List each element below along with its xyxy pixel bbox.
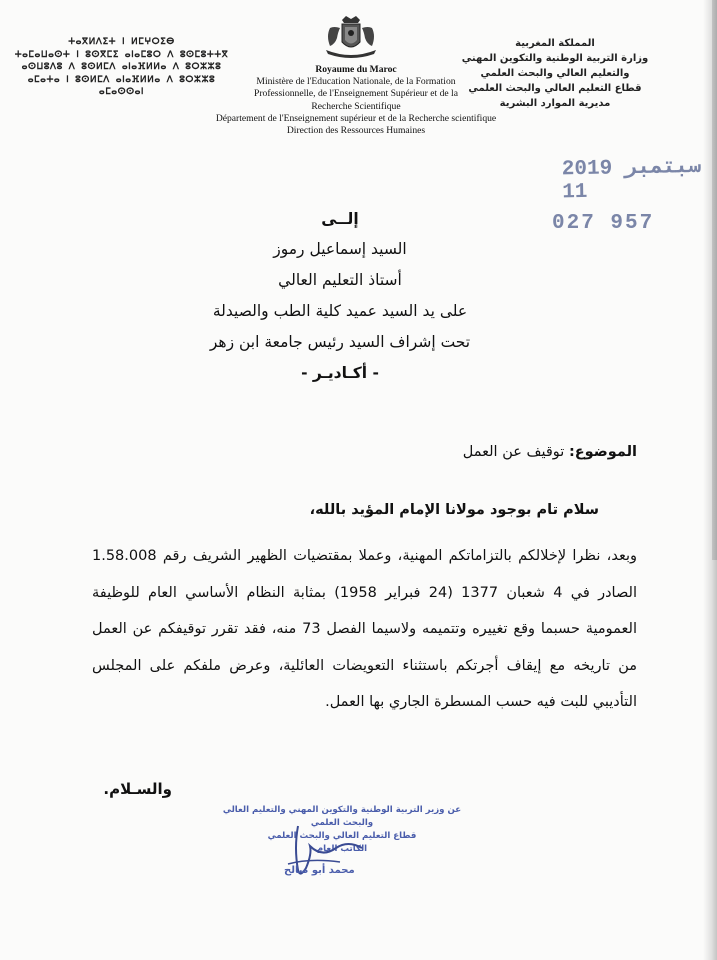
arabic-header-line: وزارة التربية الوطنية والتكوين المهني <box>461 53 649 64</box>
arabic-header-line: المملكة المغربية <box>515 38 595 49</box>
french-header-line: Ministère de l'Education Nationale, de la Formation <box>256 76 456 88</box>
signature-stamp-line: عن وزير التربية الوطنية والتكوين المهني والتعليم العالي <box>222 805 462 815</box>
subject-line <box>463 444 637 460</box>
french-header-line: Recherche Scientifique <box>311 100 401 112</box>
kingdom-title: Royaume du Maroc <box>315 64 397 75</box>
arabic-header-line: مديرية الموارد البشرية <box>499 98 611 109</box>
handwritten-signature <box>270 818 380 888</box>
french-header-line: Direction des Ressources Humaines <box>286 125 426 137</box>
recipient-supervision: تحت إشراف السيد رئيس جامعة ابن زهر <box>209 333 471 351</box>
subject-value: توقيف عن العمل <box>462 444 569 460</box>
french-header-line: Professionnelle, de l'Enseignement Supérieur et de la <box>254 88 458 100</box>
tifinagh-header-line: ⴰⵙⵡⵓⴷⵓ ⴷ ⵓⵙⵍⵎⴷ ⴰⵏⴰⴼⵍⵍⴰ ⴷ ⵓⵔⵣⵣⵓ <box>21 62 222 72</box>
signature-stamp-line: قطاع التعليم العالي والبحث العلمي <box>267 831 417 841</box>
tifinagh-header-line: ⵜⴰⴳⵍⴷⵉⵜ ⵏ ⵍⵎⵖⵔⵉⴱ <box>68 37 175 47</box>
page-edge-shadow <box>703 0 717 960</box>
letter-body: وبعد، نظرا لإخلالكم بالتزاماتكم المهنية، وعملا بمقتضيات الظهير الشريف رقم 1.58.008 الصادر في 4 شعبان 1377 (24 فبراير 1958) بمثابة النظام الأساسي العام للوظيفة العمومية حسبما وقع تغييره وتتميمه ولاسيما الفصل 73 منه، فقد تقرر توقيفكم عن العمل من تاريخه مع إيقاف أجرتكم باستثناء التعويضات العائلية، وعرض ملفكم على المجلس التأديبي للبت فيه حسب المسطرة الجاري بها العمل. <box>92 548 637 710</box>
recipient-block <box>180 210 500 389</box>
greeting: سلام تام بوجود مولانا الإمام المؤيد بالله، <box>309 502 599 518</box>
signer-name: محمد أبو صالح <box>284 865 355 876</box>
date-stamp: 2019 سبتمبر 11 <box>561 155 701 205</box>
subject-label: الموضوع: <box>568 444 637 460</box>
recipient-via: على يد السيد عميد كلية الطب والصيدلة <box>212 302 468 320</box>
moroccan-coat-of-arms-icon <box>320 14 382 58</box>
to-label: إلــى <box>321 210 359 228</box>
arabic-header-line: قطاع التعليم العالي والبحث العلمي <box>468 83 642 94</box>
signature-stamp-line: الكاتب العام <box>316 844 368 854</box>
recipient-title: أستاذ التعليم العالي <box>278 271 402 289</box>
tifinagh-ministry-header <box>14 36 229 99</box>
tifinagh-header-line: ⴰⵎⴰⵜⴰ ⵏ ⵓⵙⵍⵎⴷ ⴰⵏⴰⴼⵍⵍⴰ ⴷ ⵓⵔⵣⵣⵓ ⴰⵎⴰⵙⵙⴰⵏ <box>27 74 216 97</box>
recipient-name: السيد إسماعيل رموز <box>273 240 407 258</box>
recipient-city: - أكـاديـر - <box>301 364 379 382</box>
french-ministry-header <box>200 64 512 137</box>
french-header-line: Département de l'Enseignement supérieur et de la Recherche scientifique <box>215 112 497 124</box>
reference-number-stamp: 027 957 <box>552 212 655 235</box>
tifinagh-header-line: ⵜⴰⵎⴰⵡⴰⵙⵜ ⵏ ⵓⵙⴳⵎⵉ ⴰⵏⴰⵎⵓⵔ ⴷ ⵓⵙⵎⵓⵜⵜⴳ <box>14 49 229 60</box>
arabic-header-line: والتعليم العالي والبحث العلمي <box>480 68 630 79</box>
closing: والسـلام. <box>103 780 172 798</box>
signature-stamp-line: والبحث العلمي <box>310 818 374 828</box>
